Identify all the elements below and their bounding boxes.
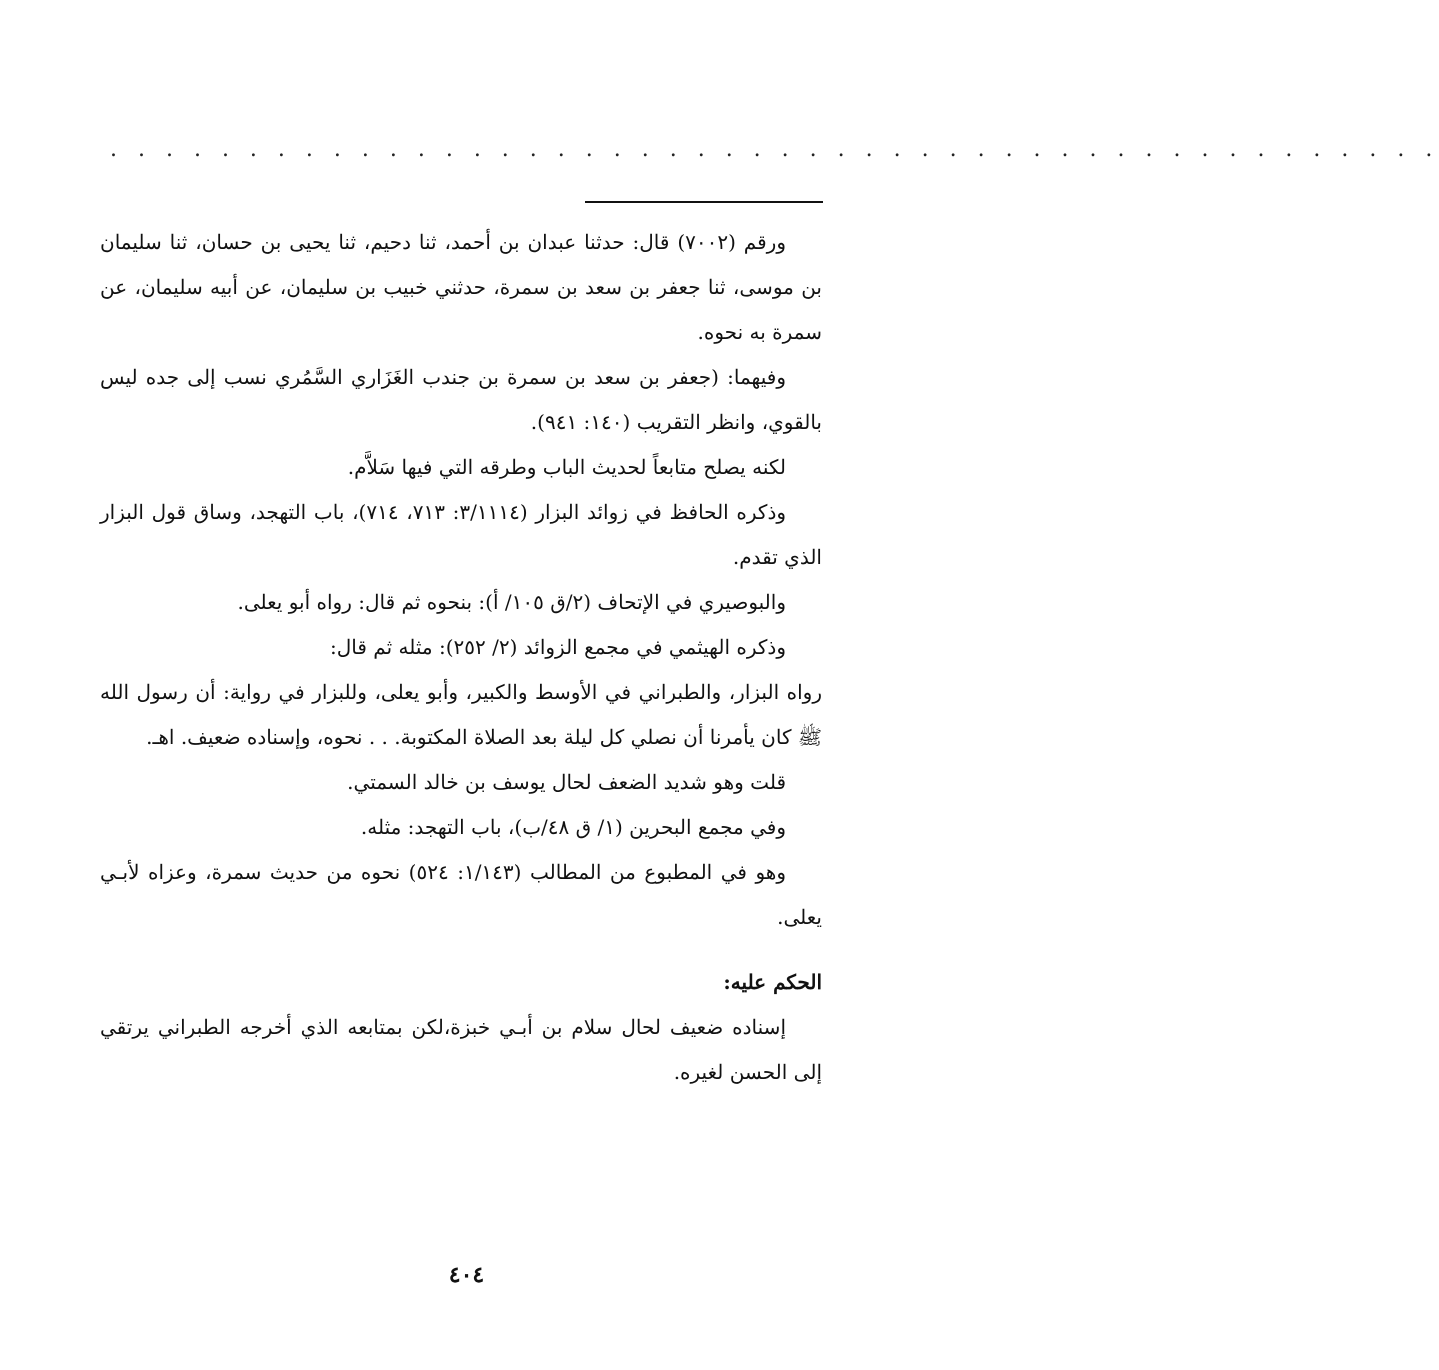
paragraph-busiri: والبوصيري في الإتحاف (٢/ق ١٠٥/ أ): بنحوه ثم قال: رواه أبو يعلى. — [237, 590, 786, 614]
separator-dots: . . . . . . . . . . . . . . . . . . . . . . . . . . . . . . . . . . . . . . . . . . . . . . . . — [110, 137, 1439, 162]
ruling-heading: الحكم عليه: — [723, 970, 822, 994]
paragraph-corroboration: لكنه يصلح متابعاً لحديث الباب وطرقه التي فيها سَلاَّم. — [347, 455, 786, 479]
paragraph-majma-bahrain: وفي مجمع البحرين (١/ ق ٤٨/ب)، باب التهجد: مثله. — [360, 815, 786, 839]
paragraph-haythami-quote: رواه البزار، والطبراني في الأوسط والكبير، وأبو يعلى، وللبزار في رواية: أن رسول الله ﷺ كان يأمرنا أن نصلي كل ليلة بعد الصلاة المكتوبة. . . نحوه، وإسناده ضعيف. اهـ. — [100, 680, 822, 749]
paragraph-weakness: قلت وهو شديد الضعف لحال يوسف بن خالد السمتي. — [347, 770, 786, 794]
page-number: ٤٠٤ — [448, 1262, 485, 1288]
paragraph-bazzar-zawaid: وذكره الحافظ في زوائد البزار (٣/١١١٤: ٧١٣، ٧١٤)، باب التهجد، وساق قول البزار الذي تقدم. — [100, 500, 822, 569]
paragraph-narrator-note: وفيهما: (جعفر بن سعد بن سمرة بن جندب الغَزَاري السَّمُري نسب إلى جده ليس بالقوي، وانظر التقريب (١٤٠: ٩٤١). — [100, 365, 822, 434]
paragraph-hadith-7002: ورقم (٧٠٠٢) قال: حدثنا عبدان بن أحمد، ثنا دحيم، ثنا يحيى بن حسان، ثنا سليمان بن موسى، ثنا جعفر بن سعد بن سمرة، حدثني خبيب بن سليمان، عن أبيه سليمان، عن سمرة به نحوه. — [100, 230, 822, 344]
ruling-paragraph: إسناده ضعيف لحال سلام بن أبـي خبزة،لكن بمتابعه الذي أخرجه الطبراني يرتقي إلى الحسن لغيره. — [100, 1015, 822, 1084]
footnote-text — [100, 220, 822, 1095]
footnote-rule — [585, 201, 823, 203]
paragraph-matalib: وهو في المطبوع من المطالب (١/١٤٣: ٥٢٤) نحوه من حديث سمرة، وعزاه لأبـي يعلى. — [100, 860, 822, 929]
paragraph-haythami: وذكره الهيثمي في مجمع الزوائد (٢/ ٢٥٢): مثله ثم قال: — [330, 635, 786, 659]
